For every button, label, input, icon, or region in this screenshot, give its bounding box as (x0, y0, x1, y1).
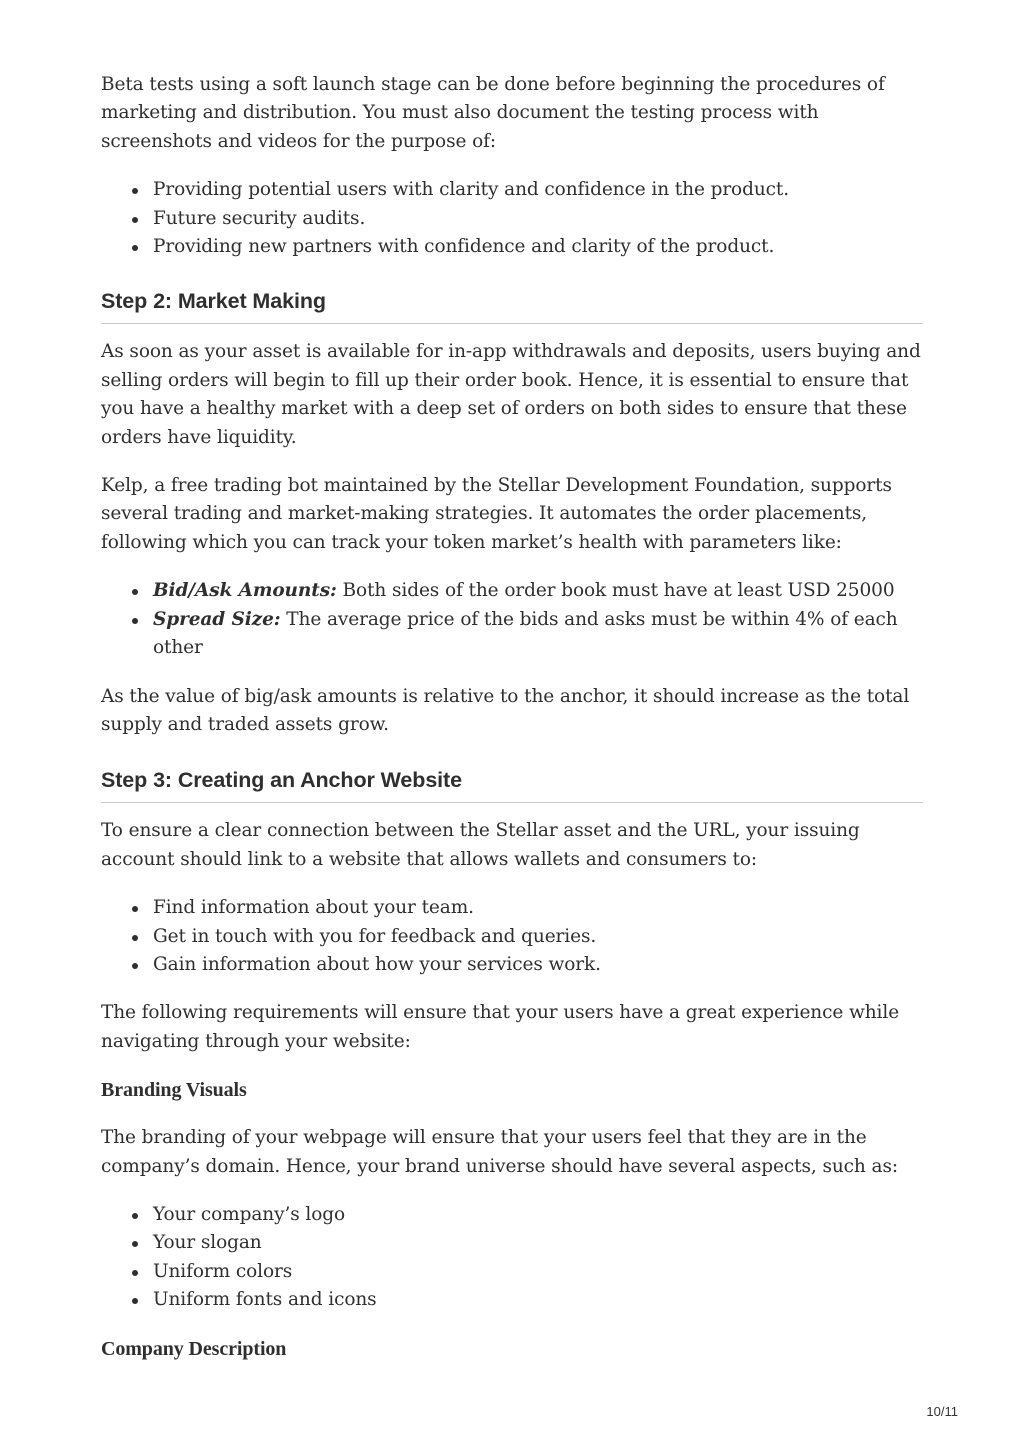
step3-paragraph: To ensure a clear connection between the Stellar asset and the URL, your issuing account should link to a website that allows wallets and consumers to: (101, 820, 860, 870)
step2-paragraph: Kelp, a free trading bot maintained by the Stellar Development Foundation, supports several trading and market-making strategies. It automates the order placements, following which you can track your token market’s health with parameters like: (101, 475, 892, 553)
company-description-heading: Company Description (101, 1337, 287, 1360)
step2-bullet-list (101, 577, 923, 662)
branding-paragraph: The branding of your webpage will ensure that your users feel that they are in the company’s domain. Hence, your brand universe should have several aspects, such as: (101, 1127, 898, 1177)
document-body (101, 71, 923, 1383)
list-item: Uniform colors (153, 1258, 923, 1286)
step2-paragraph: As the value of big/ask amounts is relative to the anchor, it should increase as the total supply and traded assets grow. (101, 685, 910, 735)
bullet-text: The average price of the bids and asks must be within 4% of each other (153, 608, 898, 659)
list-item (153, 577, 923, 605)
intro-paragraph: Beta tests using a soft launch stage can be done before beginning the procedures of marketing and distribution. You must also document the testing process with screenshots and videos for the purpose of: (101, 74, 885, 152)
intro-bullet-list (101, 176, 923, 261)
list-item (153, 606, 923, 663)
page-number: 10/11 (926, 1404, 958, 1419)
bullet-term: Spread Size: (153, 608, 281, 630)
step2-paragraph: As soon as your asset is available for in-app withdrawals and deposits, users buying and selling orders will begin to fill up their order book. Hence, it is essential to ensure that you have a healthy market with a deep set of orders on both sides to ensure that these orders have liquidity. (101, 341, 921, 448)
bullet-text: Both sides of the order book must have at least USD 25000 (336, 580, 895, 602)
list-item: Providing potential users with clarity and confidence in the product. (153, 176, 923, 204)
step2-heading: Step 2: Market Making (101, 287, 923, 324)
list-item: Get in touch with you for feedback and queries. (153, 923, 923, 951)
branding-visuals-heading: Branding Visuals (101, 1079, 247, 1102)
branding-bullet-list (101, 1201, 923, 1315)
list-item: Providing new partners with confidence and clarity of the product. (153, 233, 923, 261)
list-item: Your company’s logo (153, 1201, 923, 1229)
list-item: Your slogan (153, 1229, 923, 1257)
step3-heading: Step 3: Creating an Anchor Website (101, 766, 923, 803)
bullet-term: Bid/Ask Amounts: (153, 580, 337, 602)
step3-paragraph: The following requirements will ensure that your users have a great experience while navigating through your website: (101, 1002, 900, 1052)
list-item: Find information about your team. (153, 894, 923, 922)
list-item: Uniform fonts and icons (153, 1286, 923, 1314)
list-item: Future security audits. (153, 205, 923, 233)
step3-bullet-list (101, 894, 923, 979)
list-item: Gain information about how your services work. (153, 951, 923, 979)
